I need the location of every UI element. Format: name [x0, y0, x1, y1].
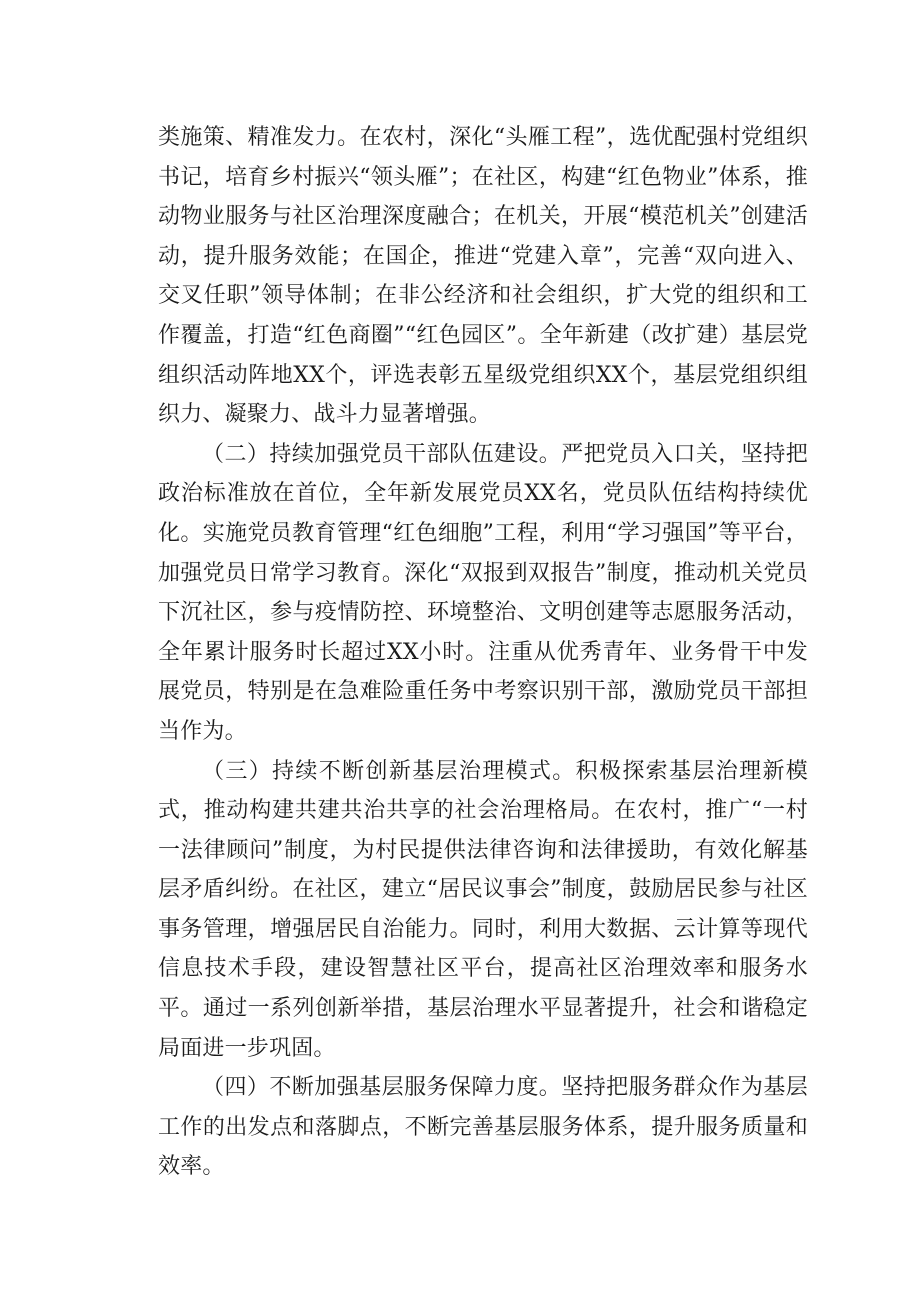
paragraph-section-4: （四）不断加强基层服务保障力度。坚持把服务群众作为基层工作的出发点和落脚点，不断完善基层服务体系，提升服务质量和效率。	[158, 1075, 808, 1180]
paragraph-section-3: （三）持续不断创新基层治理模式。积极探索基层治理新模式，推动构建共建共治共享的社会治理格局。在农村，推广“一村一法律顾问”制度，为村民提供法律咨询和法律援助，有效化解基层矛盾纠纷。在社区，建立“居民议事会”制度，鼓励居民参与社区事务管理，增强居民自治能力。同时，利用大数据、云计算等现代信息技术手段，建设智慧社区平台，提高社区治理效率和服务水平。通过一系列创新举措，基层治理水平显著提升，社会和谐稳定局面进一步巩固。	[158, 758, 808, 1061]
document-body	[158, 118, 808, 1187]
paragraph-section-2: （二）持续加强党员干部队伍建设。严把党员入口关，坚持把政治标准放在首位，全年新发展党员XX名，党员队伍结构持续优化。实施党员教育管理“红色细胞”工程，利用“学习强国”等平台，加强党员日常学习教育。深化“双报到双报告”制度，推动机关党员下沉社区，参与疫情防控、环境整治、文明创建等志愿服务活动，全年累计服务时长超过XX小时。注重从优秀青年、业务骨干中发展党员，特别是在急难险重任务中考察识别干部，激励党员干部担当作为。	[158, 441, 808, 744]
paragraph-continuation: 类施策、精准发力。在农村，深化“头雁工程”，选优配强村党组织书记，培育乡村振兴“领头雁”；在社区，构建“红色物业”体系，推动物业服务与社区治理深度融合；在机关，开展“模范机关”创建活动，提升服务效能；在国企，推进“党建入章”，完善“双向进入、交叉任职”领导体制；在非公经济和社会组织，扩大党的组织和工作覆盖，打造“红色商圈”“红色园区”。全年新建（改扩建）基层党组织活动阵地XX个，评选表彰五星级党组织XX个，基层党组织组织力、凝聚力、战斗力显著增强。	[158, 125, 808, 428]
